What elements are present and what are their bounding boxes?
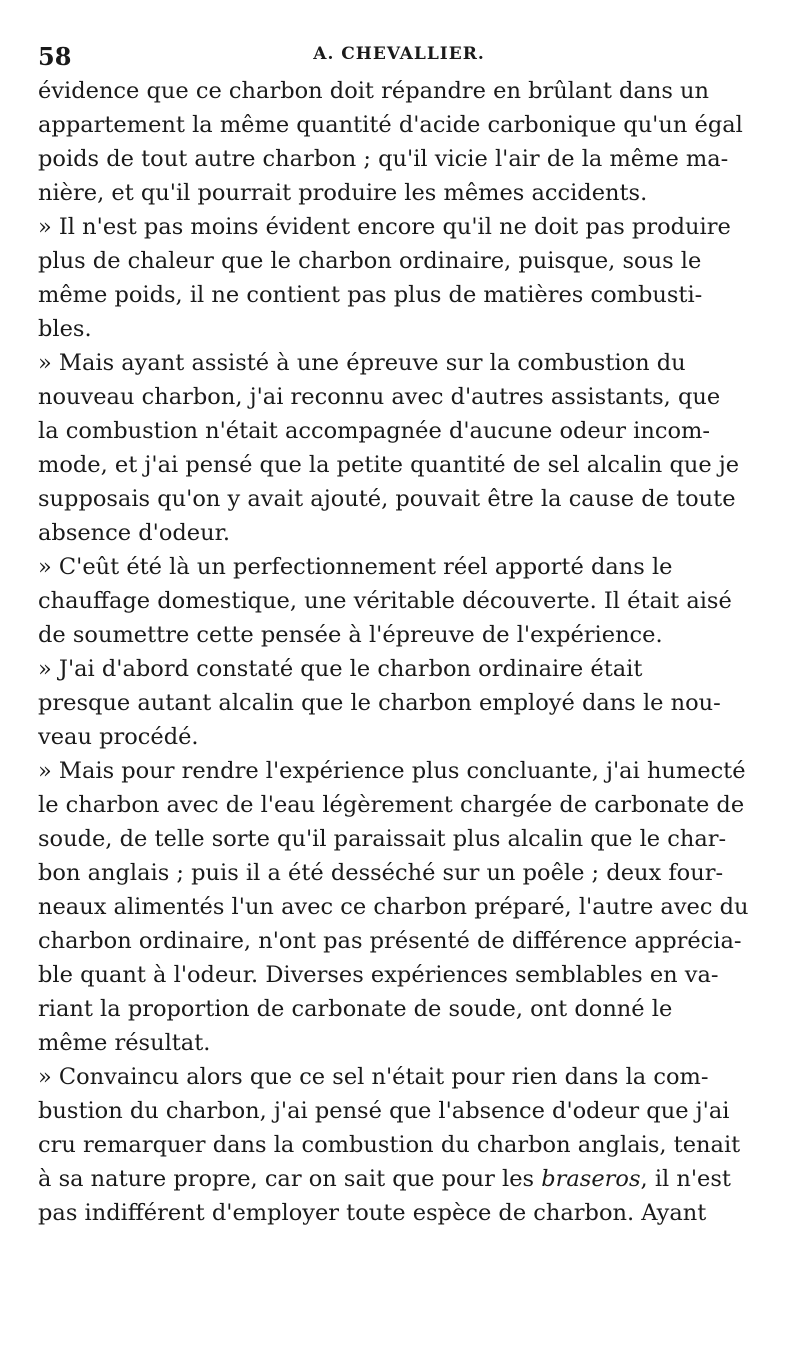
- text-line: bles.: [38, 316, 92, 342]
- text-line: pas indifférent d'employer toute espèce de charbon. Ayant: [38, 1200, 707, 1226]
- text-line: appartement la même quantité d'acide carbonique qu'un égal: [38, 112, 743, 138]
- text-line: » Il n'est pas moins évident encore qu'il ne doit pas produire: [38, 214, 731, 240]
- paragraph-7: [38, 1060, 760, 1230]
- text-line: poids de tout autre charbon ; qu'il vicie l'air de la même ma-: [38, 146, 729, 172]
- paragraph-2: [38, 210, 760, 346]
- text-line: » J'ai d'abord constaté que le charbon ordinaire était: [38, 656, 643, 682]
- text-line: de soumettre cette pensée à l'épreuve de l'expérience.: [38, 622, 663, 648]
- body-text: [38, 74, 760, 1230]
- paragraph-4: [38, 550, 760, 652]
- text-line: nouveau charbon, j'ai reconnu avec d'autres assistants, que: [38, 384, 721, 410]
- text-line: absence d'odeur.: [38, 520, 231, 546]
- text-line: riant la proportion de carbonate de soude, ont donné le: [38, 996, 673, 1022]
- text-line: mode, et j'ai pensé que la petite quantité de sel alcalin que je: [38, 452, 740, 478]
- text-line: supposais qu'on y avait ajouté, pouvait être la cause de toute: [38, 486, 736, 512]
- text-line: » Mais pour rendre l'expérience plus concluante, j'ai humecté: [38, 758, 746, 784]
- text-line: bon anglais ; puis il a été desséché sur un poêle ; deux four-: [38, 860, 724, 886]
- running-head: [38, 28, 760, 72]
- text-line: presque autant alcalin que le charbon employé dans le nou-: [38, 690, 721, 716]
- paragraph-5: [38, 652, 760, 754]
- text-line: neaux alimentés l'un avec ce charbon préparé, l'autre avec du: [38, 894, 749, 920]
- text-line: soude, de telle sorte qu'il paraissait plus alcalin que le char-: [38, 826, 727, 852]
- paragraph-1: [38, 74, 760, 210]
- text-line-mixed: [38, 1162, 760, 1196]
- page-number: 58: [38, 42, 72, 71]
- running-title: A. CHEVALLIER.: [313, 44, 485, 64]
- paragraph-3: [38, 346, 760, 550]
- text-line: ble quant à l'odeur. Diverses expériences semblables en va-: [38, 962, 719, 988]
- text-line: plus de chaleur que le charbon ordinaire, puisque, sous le: [38, 248, 702, 274]
- text-line: » Mais ayant assisté à une épreuve sur la combustion du: [38, 350, 686, 376]
- text-line: » Convaincu alors que ce sel n'était pour rien dans la com-: [38, 1064, 709, 1090]
- text-line: évidence que ce charbon doit répandre en brûlant dans un: [38, 78, 710, 104]
- text-line: charbon ordinaire, n'ont pas présenté de différence apprécia-: [38, 928, 742, 954]
- text-line: le charbon avec de l'eau légèrement chargée de carbonate de: [38, 792, 745, 818]
- text-line: chauffage domestique, une véritable découverte. Il était aisé: [38, 588, 732, 614]
- text-line: cru remarquer dans la combustion du charbon anglais, tenait: [38, 1132, 741, 1158]
- text-segment: , il n'est: [640, 1166, 731, 1192]
- paragraph-6: [38, 754, 760, 1060]
- text-line: la combustion n'était accompagnée d'aucune odeur incom-: [38, 418, 710, 444]
- text-line: bustion du charbon, j'ai pensé que l'absence d'odeur que j'ai: [38, 1098, 730, 1124]
- text-line: même poids, il ne contient pas plus de matières combusti-: [38, 282, 703, 308]
- text-line: » C'eût été là un perfectionnement réel apporté dans le: [38, 554, 673, 580]
- text-line: veau procédé.: [38, 724, 199, 750]
- text-segment: à sa nature propre, car on sait que pour les: [38, 1166, 542, 1192]
- italic-word: braseros: [541, 1166, 641, 1192]
- text-line: même résultat.: [38, 1030, 211, 1056]
- text-line: nière, et qu'il pourrait produire les mêmes accidents.: [38, 180, 648, 206]
